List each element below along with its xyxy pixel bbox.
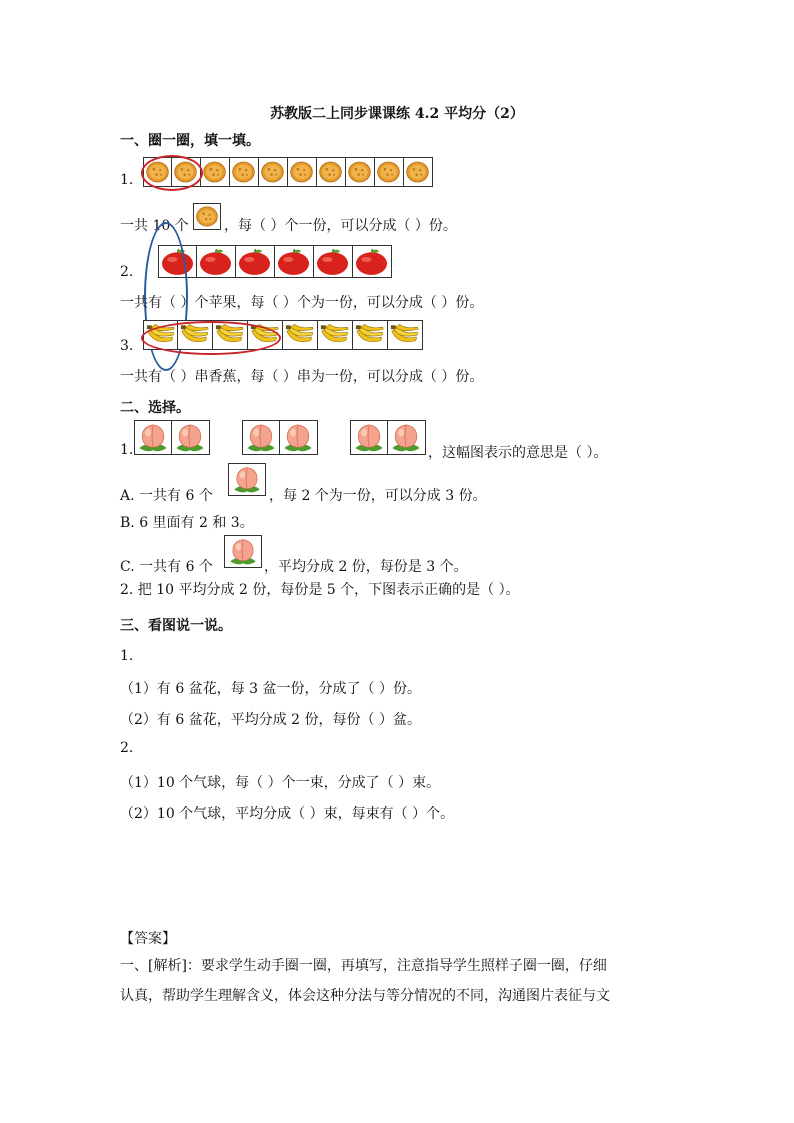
cookie-icon [194,204,220,229]
q1-number: 1. [120,172,134,188]
apple-cell [314,245,353,278]
s2-q1-text: ，这幅图表示的意思是（ ）。 [428,445,608,461]
cookie-icon [230,158,257,186]
cookie-cell [259,157,288,187]
cookie-cell [230,157,259,187]
cookie-icon [259,158,286,186]
q2-number: 2. [120,264,134,280]
s3-q1-a: （1）有 6 盆花，每 3 盆一份，分成了（ ）份。 [120,681,421,697]
answer-line-1: 一、[解析]：要求学生动手圈一圈，再填写，注意指导学生照样子圈一圈，仔细 [120,958,607,974]
peach-icon [280,421,316,454]
peach-group-2 [242,420,318,455]
apple-icon [197,246,234,277]
cookie-cell [317,157,346,187]
peach-icon [225,536,261,567]
apple-icon [353,246,390,277]
answer-line-2: 认真，帮助学生理解含义，体会这种分法与等分情况的不同，沟通图片表征与文 [120,988,610,1004]
peach-cell [134,420,172,455]
peach-cell [388,420,426,455]
s3-q1-b: （2）有 6 盆花，平均分成 2 份，每份（ ）盆。 [120,712,421,728]
option-c-pre: C. 一共有 6 个 [120,559,213,575]
s3-q2-number: 2. [120,740,134,756]
q2-text: 一共有（ ）个苹果，每（ ）个为一份，可以分成（ ）份。 [120,295,484,311]
cookie-icon [375,158,402,186]
banana-cell [283,320,318,350]
apple-cell [197,245,236,278]
peach-cell [350,420,388,455]
apple-cell [236,245,275,278]
section3-heading: 三、看图说一说。 [120,618,232,634]
apple-icon [236,246,273,277]
answer-heading: 【答案】 [120,931,176,947]
peach-icon [172,421,208,454]
peach-inline-c [224,535,262,568]
s3-q1-number: 1. [120,648,134,664]
cookie-cell [201,157,230,187]
option-a-pre: A. 一共有 6 个 [120,488,213,504]
cookie-icon [317,158,344,186]
cookie-cell [404,157,433,187]
peach-icon [388,421,424,454]
apple-cell [275,245,314,278]
peach-icon [229,464,265,495]
peach-cell [172,420,210,455]
cookie-icon [201,158,228,186]
option-a-post: ，每 2 个为一份，可以分成 3 份。 [269,488,487,504]
cookie-cell [375,157,404,187]
banana-cell [353,320,388,350]
apple-cell [353,245,392,278]
banana-icon [353,321,386,349]
sample-circle-red [141,155,203,191]
banana-icon [283,321,316,349]
s2-q2-text: 2. 把 10 平均分成 2 份，每份是 5 个，下图表示正确的是（ ）。 [120,582,520,598]
cookie-icon [404,158,431,186]
apple-strip [158,245,392,278]
page-title: 苏教版二上同步课课练 4.2 平均分（2） [270,106,524,122]
banana-icon [388,321,421,349]
s3-q2-a: （1）10 个气球，每（ ）个一束，分成了（ ）束。 [120,775,441,791]
q3-text: 一共有（ ）串香蕉，每（ ）串为一份，可以分成（ ）份。 [120,369,484,385]
peach-icon [243,421,279,454]
peach-group-3 [350,420,426,455]
peach-inline-a [228,463,266,496]
apple-icon [275,246,312,277]
q3-number: 3. [120,338,134,354]
apple-icon [314,246,351,277]
cookie-icon [346,158,373,186]
option-c-post: ，平均分成 2 份，每份是 3 个。 [264,559,468,575]
cookie-cell [346,157,375,187]
peach-icon [135,421,171,454]
banana-cell [388,320,423,350]
cookie-cell [288,157,317,187]
peach-icon [351,421,387,454]
peach-cell [242,420,280,455]
option-b: B. 6 里面有 2 和 3。 [120,515,254,531]
section1-heading: 一、圈一圈，填一填。 [120,133,260,149]
section2-heading: 二、选择。 [120,400,190,416]
cookie-inline [193,203,221,230]
q1-text-post: ，每（ ）个一份，可以分成（ ）份。 [224,218,457,234]
s3-q2-b: （2）10 个气球，平均分成（ ）束，每束有（ ）个。 [120,806,455,822]
peach-cell [280,420,318,455]
s2-q1-number: 1. [120,442,134,458]
cookie-icon [288,158,315,186]
banana-cell [318,320,353,350]
peach-group-1 [134,420,210,455]
banana-icon [318,321,351,349]
q1-text-pre: 一共 10 个 [120,218,189,234]
sample-circle-red-banana [141,321,281,355]
